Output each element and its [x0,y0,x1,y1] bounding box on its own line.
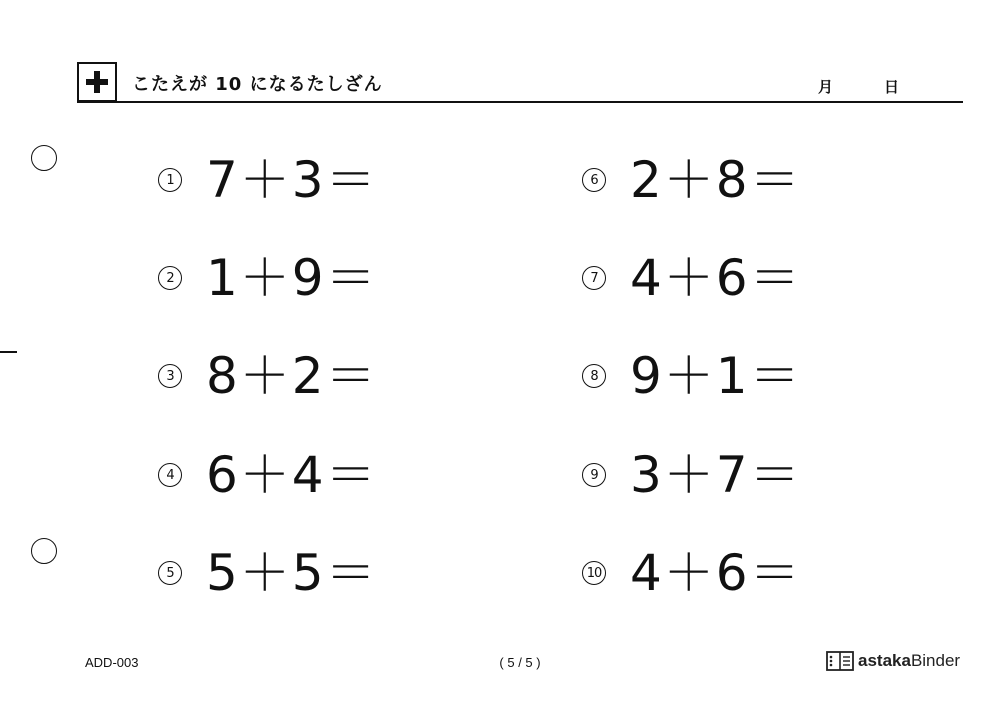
problem-equation: 2＋8＝ [630,151,802,209]
problem-number: 8 [582,364,606,388]
problem-equation: 6＋4＝ [206,446,378,504]
binder-book-icon [826,650,854,672]
problem-item [582,248,802,308]
punch-hole-top [31,145,57,171]
problem-number: 5 [158,561,182,585]
brand-name: astaka [858,651,911,670]
problem-equation: 7＋3＝ [206,151,378,209]
problem-item [158,346,378,406]
problem-item [582,150,802,210]
problem-number: 6 [582,168,606,192]
punch-hole-bottom [31,538,57,564]
problem-number: 4 [158,463,182,487]
day-label: 日 [884,78,900,96]
brand-suffix: Binder [910,651,961,670]
problem-equation: 1＋9＝ [206,249,378,307]
problem-equation: 4＋6＝ [630,249,802,307]
problem-item [158,248,378,308]
problem-item [158,150,378,210]
problem-equation: 5＋5＝ [206,544,378,602]
problem-equation: 9＋1＝ [630,347,802,405]
problem-equation: 4＋6＝ [630,544,802,602]
worksheet-title: こたえが 10 になるたしざん [132,74,383,95]
problem-number: 10 [582,561,606,585]
problem-number: 2 [158,266,182,290]
problem-number: 3 [158,364,182,388]
brand-logo [826,650,960,672]
center-fold-mark [0,351,17,353]
problem-equation: 3＋7＝ [630,446,802,504]
problem-item [582,543,802,603]
problem-item [158,543,378,603]
problem-item [582,346,802,406]
worksheet-code: ADD-003 [85,655,139,670]
page-indicator: ( 5 / 5 ) [499,655,541,670]
plus-icon [77,62,117,102]
problem-number: 1 [158,168,182,192]
problem-number: 9 [582,463,606,487]
problem-equation: 8＋2＝ [206,347,378,405]
month-label: 月 [818,78,834,96]
header-underline [77,101,963,103]
problem-number: 7 [582,266,606,290]
problem-item [158,445,378,505]
problem-item [582,445,802,505]
